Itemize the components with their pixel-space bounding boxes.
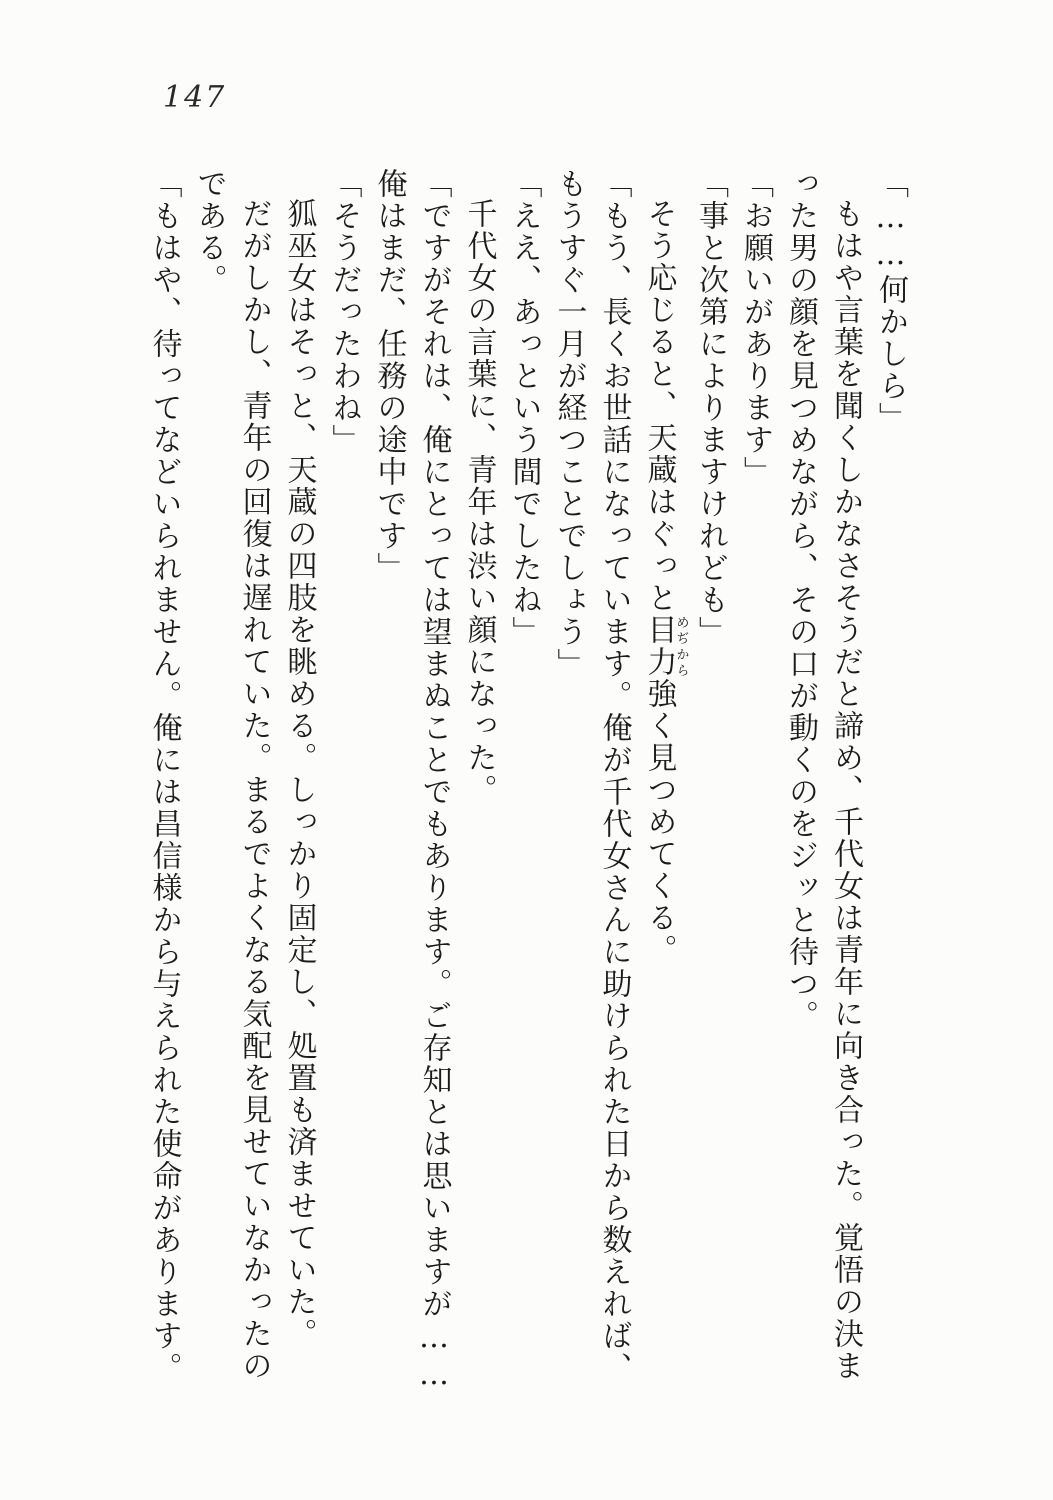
text-line: だがしかし、青年の回復は遅れていた。まるでよくなる気配を見せていなかったの [236, 198, 272, 1382]
furigana-ruby: 目力めぢから [641, 614, 689, 678]
text-line: 「ええ、あっという間でしたね」 [506, 168, 542, 648]
text-line: 千代女の言葉に、青年は渋い顔になった。 [461, 198, 497, 806]
text-line: そう応じると、天蔵はぐっと目力めぢから強く見つめてくる。 [641, 198, 689, 966]
text-line: った男の顔を見つめながら、その口が動くのをジッと待つ。 [783, 168, 818, 1032]
text-line: 「もはや、待ってなどいられません。俺には昌信様から与えられた使命があります。 [146, 168, 182, 1384]
furigana-reading: めぢから [673, 614, 689, 678]
text-line: 「お願いがあります」 [738, 168, 773, 488]
text-line: 俺はまだ、任務の途中です」 [371, 168, 407, 584]
text-line: 「そうだったわね」 [326, 168, 362, 456]
text-line: 「ですがそれは、俺にとっては望まぬことでもあります。ご存知とは思いますが…… [416, 168, 452, 1394]
text-line: もはや言葉を聞くしかなさそうだと諦め、千代女は青年に向き合った。覚悟の決ま [828, 198, 863, 1382]
text-line: もうすぐ一月が経つことでしょう」 [551, 168, 587, 680]
vertical-text-block [142, 168, 914, 1394]
text-line: 「事と次第によりますけれども」 [693, 168, 728, 648]
text-line: である。 [191, 168, 227, 296]
page-number: 147 [163, 80, 227, 115]
text-line: 「もう、長くお世話になっています。俺が千代女さんに助けられた日から数えれば、 [596, 168, 632, 1384]
text-line: 狐巫女はそっと、天蔵の四肢を眺める。しっかり固定し、処置も済ませていた。 [281, 198, 317, 1350]
text-line: 「……何かしら」 [873, 168, 908, 434]
